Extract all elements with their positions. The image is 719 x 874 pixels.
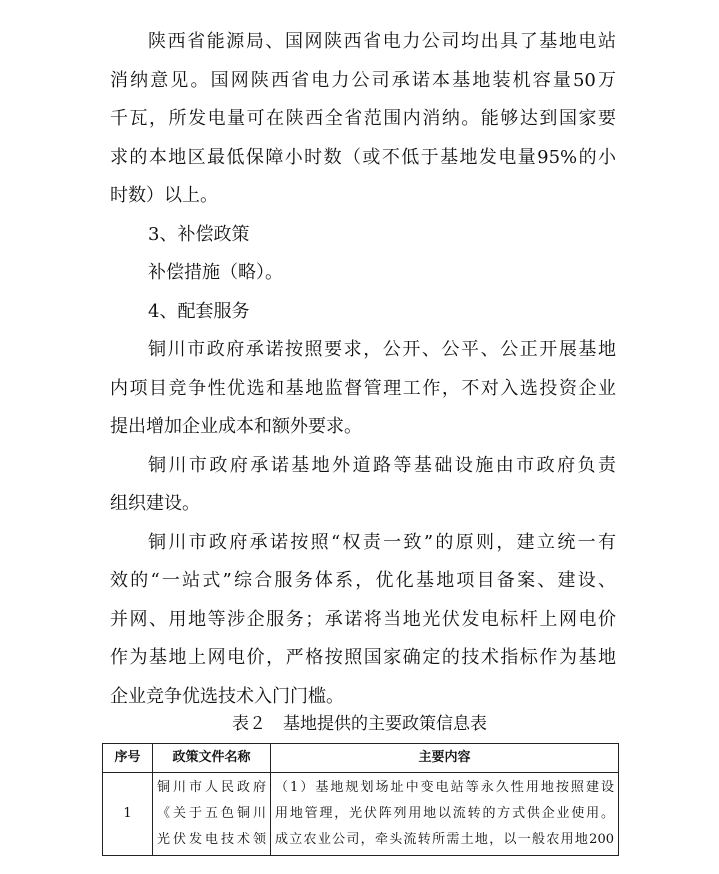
policy-table bbox=[102, 743, 619, 856]
header-main-content: 主要内容 bbox=[271, 744, 619, 773]
content-line: 成立农业公司，牵头流转所需土地，以一般农用地200 bbox=[275, 832, 614, 847]
body-line: 时数）以上。 bbox=[110, 185, 218, 206]
policy-name-line: 铜川市人民政府 bbox=[157, 780, 266, 795]
table-header-row bbox=[103, 744, 619, 773]
body-line: 铜川市政府承诺按照“权责一致”的原则，建立统一有 bbox=[148, 532, 616, 553]
body-line: 补偿措施（略）。 bbox=[148, 262, 283, 283]
body-line: 组织建设。 bbox=[110, 493, 200, 514]
body-line: 铜川市政府承诺按照要求，公开、公平、公正开展基地 bbox=[148, 339, 616, 360]
body-line: 陕西省能源局、国网陕西省电力公司均出具了基地电站 bbox=[148, 31, 616, 52]
policy-name-line: 光伏发电技术领 bbox=[157, 832, 266, 847]
body-line: 消纳意见。国网陕西省电力公司承诺本基地装机容量50万 bbox=[110, 70, 616, 91]
body-line: 作为基地上网电价，严格按照国家确定的技术指标作为基地 bbox=[110, 647, 616, 668]
row-main-content bbox=[271, 773, 619, 856]
row-index: 1 bbox=[103, 773, 153, 856]
body-line: 3、补偿政策 bbox=[148, 224, 250, 245]
row-policy-name bbox=[153, 773, 271, 856]
content-line: 用地管理，光伏阵列用地以流转的方式供企业使用。 bbox=[275, 806, 614, 821]
body-line: 求的本地区最低保障小时数（或不低于基地发电量95%的小 bbox=[110, 147, 616, 168]
header-policy-name: 政策文件名称 bbox=[153, 744, 271, 773]
body-line: 企业竞争优选技术入门门槛。 bbox=[110, 686, 344, 707]
content-line: （1）基地规划场址中变电站等永久性用地按照建设 bbox=[275, 780, 614, 795]
header-index: 序号 bbox=[103, 744, 153, 773]
policy-name-line: 《关于五色铜川 bbox=[157, 806, 266, 821]
table-caption: 表２ 基地提供的主要政策信息表 bbox=[232, 714, 487, 734]
body-line: 提出增加企业成本和额外要求。 bbox=[110, 416, 362, 437]
body-line: 内项目竞争性优选和基地监督管理工作，不对入选投资企业 bbox=[110, 378, 616, 399]
table-row bbox=[103, 773, 619, 856]
body-line: 铜川市政府承诺基地外道路等基础设施由市政府负责 bbox=[148, 455, 616, 476]
body-line: 4、配套服务 bbox=[148, 301, 250, 322]
body-line: 并网、用地等涉企服务；承诺将当地光伏发电标杆上网电价 bbox=[110, 609, 616, 630]
body-line: 效的“一站式”综合服务体系，优化基地项目备案、建设、 bbox=[110, 570, 616, 591]
body-line: 千瓦，所发电量可在陕西全省范围内消纳。能够达到国家要 bbox=[110, 108, 616, 129]
